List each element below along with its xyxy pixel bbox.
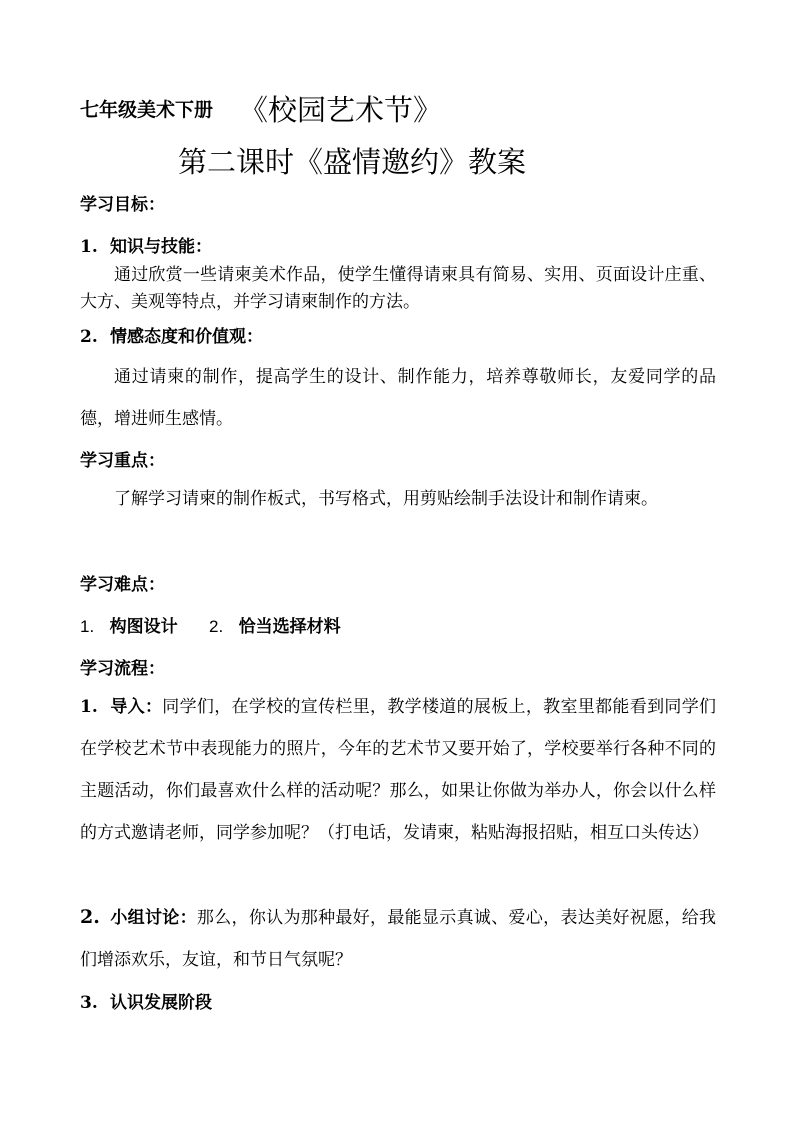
step-3-number: 3. — [80, 993, 98, 1013]
step-1-label: 导入： — [110, 697, 163, 717]
unit-title: 《校园艺术节》 — [239, 93, 443, 127]
step-1-number: 1. — [80, 697, 98, 717]
objective-1-heading — [80, 232, 212, 257]
step-2-label: 小组讨论： — [110, 908, 197, 928]
objectives-heading: 学习目标： — [80, 195, 165, 215]
difficulty-1-number: 1. — [80, 617, 95, 636]
step-3-title: 认识发展阶段 — [110, 993, 212, 1013]
objective-1-title: 知识与技能： — [110, 237, 212, 257]
grade-label: 七年级美术下册 — [80, 99, 214, 121]
difficulty-1-text: 构图设计 — [109, 617, 178, 637]
process-step-3 — [80, 988, 212, 1013]
key-points-text: 了解学习请柬的制作板式，书写格式，用剪贴绘制手法设计和制作请柬。 — [114, 489, 658, 509]
objective-2-heading — [80, 322, 263, 347]
step-2-text: 那么，你认为那种最好，最能显示真诚、爱心，表达美好祝愿，给我们增添欢乐，友谊，和节日气氛呢？ — [80, 908, 717, 970]
difficulty-2-text: 恰当选择材料 — [238, 617, 341, 637]
step-1-text: 同学们，在学校的宣传栏里，教学楼道的展板上，教室里都能看到同学们在学校艺术节中表现能力的照片，今年的艺术节又要开始了，学校要举行各种不同的主题活动，你们最喜欢什么样的活动呢？那么，如果让你做为举办人，你会以什么样的方式邀请老师，同学参加呢？（打电话，发请柬，粘贴海报招贴，相互口头传达） — [80, 697, 717, 843]
key-points-heading: 学习重点： — [80, 451, 165, 471]
difficulty-2-number: 2. — [209, 617, 224, 636]
process-step-1 — [80, 686, 716, 854]
step-2-number: 2. — [80, 906, 100, 928]
objective-2-text: 通过请柬的制作，提高学生的设计、制作能力，培养尊敬师长，友爱同学的品德，增进师生感情。 — [80, 367, 716, 429]
objective-2-title: 情感态度和价值观： — [110, 327, 263, 347]
title-line-1 — [80, 88, 442, 129]
process-heading: 学习流程： — [80, 659, 165, 679]
objective-1-text: 通过欣赏一些请柬美术作品，使学生懂得请柬具有简易、实用、页面设计庄重、大方、美观等特点，并学习请柬制作的方法。 — [80, 265, 716, 312]
difficulties-list — [80, 612, 341, 637]
process-step-2 — [80, 896, 716, 981]
difficulties-heading: 学习难点： — [80, 575, 165, 595]
objective-1-number: 1. — [80, 237, 98, 257]
lesson-title: 第二课时《盛情邀约》教案 — [178, 145, 527, 179]
objective-2-number: 2. — [80, 327, 98, 347]
